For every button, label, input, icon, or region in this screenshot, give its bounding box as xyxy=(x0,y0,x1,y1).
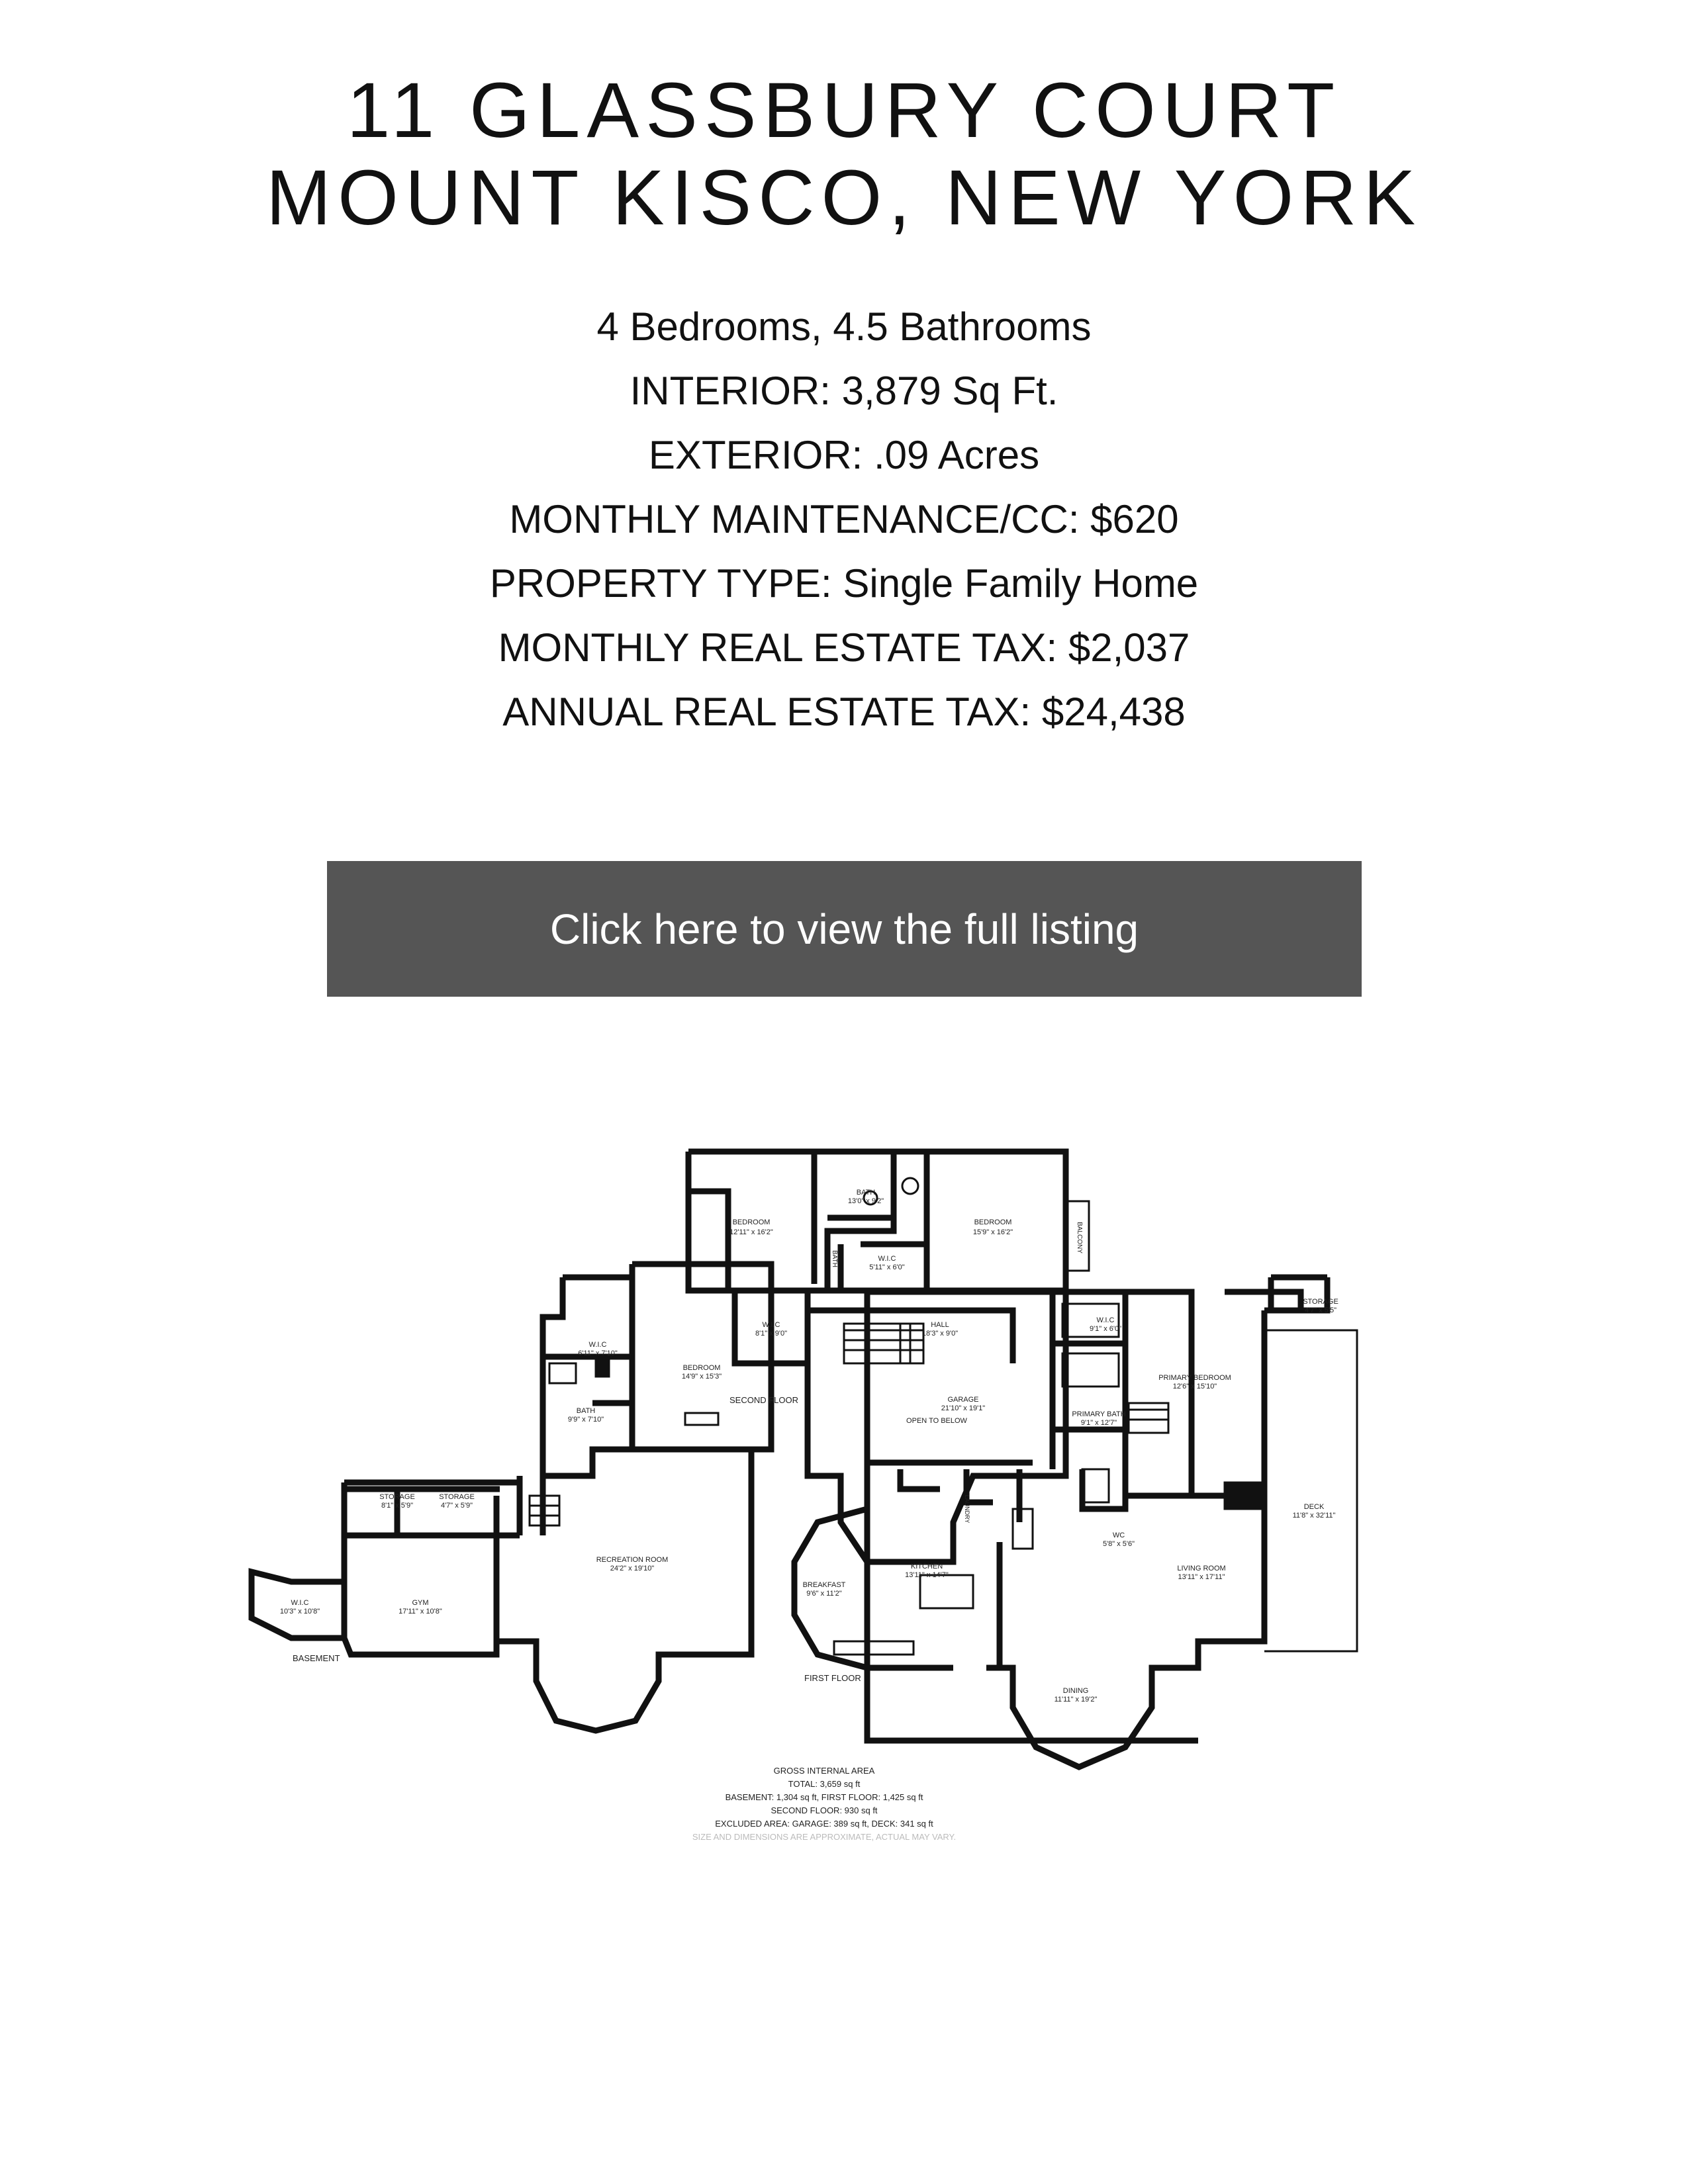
fact-interior: INTERIOR: 3,879 Sq Ft. xyxy=(630,369,1058,413)
room-dims-ff-storage: 4'7" x 5'5" xyxy=(1304,1306,1337,1314)
second-floor-walls xyxy=(688,1152,1066,1562)
fact-exterior: EXTERIOR: .09 Acres xyxy=(648,433,1040,477)
room-label-gym: GYM xyxy=(412,1599,429,1607)
room-label-storage-a: STORAGE xyxy=(379,1493,415,1501)
room-label-hall: HALL xyxy=(931,1321,949,1329)
floor-label-first: FIRST FLOOR xyxy=(804,1673,861,1683)
floor-plan xyxy=(40,1085,1648,2118)
room-label-storage-b: STORAGE xyxy=(439,1493,475,1501)
floor-label-basement: BASEMENT xyxy=(293,1653,340,1663)
room-dims-basement-bath: 9'9" x 7'10" xyxy=(567,1416,604,1424)
fact-property-type: PROPERTY TYPE: Single Family Home xyxy=(489,561,1199,606)
view-full-listing-label: Click here to view the full listing xyxy=(549,905,1139,953)
room-label-basement-wic: W.I.C xyxy=(588,1341,607,1349)
room-dims-basement-wic: 6'11" x 7'10" xyxy=(578,1349,618,1357)
fact-annual-tax: ANNUAL REAL ESTATE TAX: $24,438 xyxy=(502,690,1186,734)
fact-maintenance: MONTHLY MAINTENANCE/CC: $620 xyxy=(509,497,1179,541)
room-label-dining: DINING xyxy=(1062,1687,1089,1695)
room-dims-wc: 5'8" x 5'6" xyxy=(1102,1540,1135,1548)
room-dims-bedroom-a: 12'11" x 16'2" xyxy=(729,1228,773,1236)
fact-bedrooms: 4 Bedrooms, 4.5 Bathrooms xyxy=(596,304,1092,349)
fact-monthly-tax: MONTHLY REAL ESTATE TAX: $2,037 xyxy=(498,625,1190,670)
room-dims-recreation: 24'2" x 19'10" xyxy=(610,1565,655,1572)
room-label-basement-bedroom: BEDROOM xyxy=(682,1364,721,1372)
room-dims-deck: 11'8" x 32'11" xyxy=(1292,1512,1336,1520)
view-full-listing-button[interactable] xyxy=(327,861,1362,997)
room-dims-ff-wic: 9'1" x 6'0" xyxy=(1089,1325,1122,1333)
room-label-ff-wic: W.I.C xyxy=(1096,1316,1115,1324)
room-dims-basement-bedroom: 14'9" x 15'3" xyxy=(681,1373,722,1381)
room-dims-living: 13'11" x 17'11" xyxy=(1178,1573,1225,1581)
room-label-bedroom-b: BEDROOM xyxy=(974,1218,1012,1226)
room-dims-storage-b: 4'7" x 5'9" xyxy=(440,1502,473,1510)
room-label-living: LIVING ROOM xyxy=(1177,1565,1226,1572)
room-dims-primary-bath: 9'1" x 12'7" xyxy=(1080,1419,1117,1427)
room-label-wic-a: W.I.C xyxy=(878,1255,896,1263)
area-total: TOTAL: 3,659 sq ft xyxy=(788,1779,861,1789)
room-label-bath-a: BATH xyxy=(856,1189,876,1197)
room-dims-wic-a: 5'11" x 6'0" xyxy=(869,1263,905,1271)
room-label-primary-bedroom: PRIMARY BEDROOM xyxy=(1158,1374,1231,1382)
area-excluded: EXCLUDED AREA: GARAGE: 389 sq ft, DECK: 341 sq ft xyxy=(715,1819,933,1829)
room-label-recreation: RECREATION ROOM xyxy=(596,1556,669,1564)
room-label-balcony: BALCONY xyxy=(1076,1222,1083,1253)
room-label-breakfast: BREAKFAST xyxy=(802,1581,846,1589)
room-dims-hall: 18'3" x 9'0" xyxy=(921,1330,959,1338)
room-label-laundry: LAUNDRY xyxy=(964,1494,970,1524)
room-label-kitchen: KITCHEN xyxy=(910,1563,943,1570)
room-dims-dining: 11'11" x 19'2" xyxy=(1054,1696,1098,1704)
room-dims-breakfast: 9'6" x 11'2" xyxy=(806,1590,842,1598)
room-label-deck: DECK xyxy=(1303,1503,1325,1511)
area-basement-first: BASEMENT: 1,304 sq ft, FIRST FLOOR: 1,425 sq ft xyxy=(725,1792,923,1802)
room-label-primary-bath: PRIMARY BATH xyxy=(1072,1410,1126,1418)
room-label-wc: WC xyxy=(1112,1531,1125,1539)
area-disclaimer: SIZE AND DIMENSIONS ARE APPROXIMATE, ACTUAL MAY VARY. xyxy=(692,1832,957,1842)
basement-details xyxy=(530,1357,718,1525)
room-label-wic-b: W.I.C xyxy=(762,1321,780,1329)
area-second: SECOND FLOOR: 930 sq ft xyxy=(771,1805,878,1815)
room-label-bedroom-a: BEDROOM xyxy=(732,1218,771,1226)
room-dims-kitchen: 13'11" x 14'7" xyxy=(905,1571,949,1579)
title-address-line: 11 GLASSBURY COURT xyxy=(346,67,1342,154)
room-dims-wic-b: 8'1" x 9'0" xyxy=(755,1330,788,1338)
room-label-bath-b: BATH xyxy=(831,1250,838,1267)
room-label-open-below: OPEN TO BELOW xyxy=(906,1417,967,1425)
room-dims-basement-wic2: 10'3" x 10'8" xyxy=(279,1608,320,1615)
area-heading: GROSS INTERNAL AREA xyxy=(773,1766,875,1776)
room-dims-gym: 17'11" x 10'8" xyxy=(399,1608,442,1615)
floor-label-second: SECOND FLOOR xyxy=(729,1395,799,1405)
room-label-ff-storage: STORAGE xyxy=(1303,1298,1338,1306)
room-dims-bath-a: 13'0" x 9'2" xyxy=(847,1197,884,1205)
room-dims-garage: 21'10" x 19'1" xyxy=(941,1404,986,1412)
room-label-garage: GARAGE xyxy=(947,1396,979,1404)
room-dims-storage-a: 8'1" x 5'9" xyxy=(381,1502,414,1510)
room-dims-primary-bedroom: 12'6" x 15'10" xyxy=(1172,1383,1217,1390)
first-floor-details xyxy=(834,1304,1357,1655)
title-city-line: MOUNT KISCO, NEW YORK xyxy=(265,154,1423,242)
room-label-basement-wic2: W.I.C xyxy=(291,1599,309,1607)
room-dims-bedroom-b: 15'9" x 16'2" xyxy=(972,1228,1013,1236)
room-label-basement-bath: BATH xyxy=(576,1407,596,1415)
